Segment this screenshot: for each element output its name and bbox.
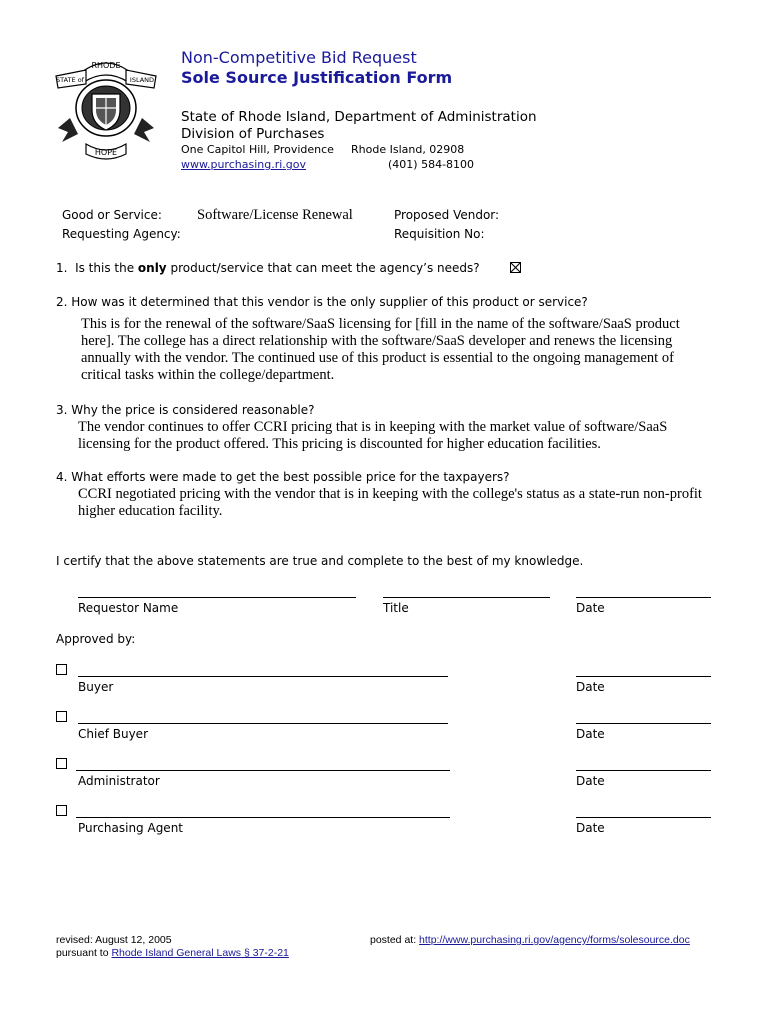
posted-prefix: posted at: — [370, 934, 420, 946]
question-1-bold: only — [137, 261, 167, 275]
address-left: One Capitol Hill, Providence — [181, 143, 334, 156]
approved-by-label: Approved by: — [56, 632, 136, 646]
buyer-date-line[interactable] — [576, 676, 711, 677]
requestor-date-label: Date — [576, 601, 605, 615]
form-url-link[interactable]: http://www.purchasing.ri.gov/agency/forms/solesource.doc — [419, 934, 690, 946]
org-line2: Division of Purchases — [181, 126, 325, 142]
seal-text-top: RHODE — [91, 61, 121, 70]
chief-buyer-checkbox[interactable] — [56, 711, 67, 722]
chief-buyer-date-label: Date — [576, 727, 605, 741]
title-label: Title — [383, 601, 409, 615]
seal-text-left: STATE of — [56, 76, 84, 84]
administrator-signature-line[interactable] — [76, 770, 450, 771]
seal-text-bottom: HOPE — [94, 148, 118, 157]
requestor-date-line[interactable] — [576, 597, 711, 598]
good-service-value[interactable]: Software/License Renewal — [197, 207, 353, 223]
purchasing-agent-date-label: Date — [576, 821, 605, 835]
question-1-suffix: product/service that can meet the agency’s needs? — [166, 261, 480, 275]
requisition-no-label: Requisition No: — [394, 227, 485, 241]
pursuant-prefix: pursuant to — [56, 947, 112, 959]
checkbox-x-icon — [510, 262, 521, 273]
administrator-date-label: Date — [576, 774, 605, 788]
question-1-prefix: 1. Is this the — [56, 261, 138, 275]
answer-2[interactable]: This is for the renewal of the software/SaaS licensing for [fill in the name of the software/SaaS product here]. The college has a direct relationship with the software/SaaS developer and renews the licensing annually with the vendor. The continued use of this product is essential to the ongoing management of critical tasks within the college/department. — [81, 316, 680, 383]
administrator-label: Administrator — [78, 774, 160, 788]
form-title-line1: Non-Competitive Bid Request — [181, 48, 417, 67]
title-line[interactable] — [383, 597, 550, 598]
buyer-label: Buyer — [78, 680, 114, 694]
posted-at-line — [370, 934, 690, 946]
answer-3[interactable]: The vendor continues to offer CCRI pricing that is in keeping with the market value of software/SaaS licensing for the product offered. This pricing is discounted for higher education facilities. — [78, 419, 668, 452]
question-3: 3. Why the price is considered reasonable? — [56, 403, 315, 417]
form-title-line2: Sole Source Justification Form — [181, 68, 453, 87]
buyer-checkbox[interactable] — [56, 664, 67, 675]
purchasing-agent-signature-line[interactable] — [76, 817, 450, 818]
address-right: Rhode Island, 02908 — [351, 143, 465, 156]
chief-buyer-date-line[interactable] — [576, 723, 711, 724]
good-service-label: Good or Service: — [62, 208, 162, 222]
purchasing-agent-label: Purchasing Agent — [78, 821, 183, 835]
org-line1: State of Rhode Island, Department of Administration — [181, 109, 537, 125]
chief-buyer-signature-line[interactable] — [78, 723, 448, 724]
answer-4[interactable]: CCRI negotiated pricing with the vendor that is in keeping with the college's status as a state-run non-profit higher education facility. — [78, 486, 702, 519]
pursuant-line — [56, 947, 289, 959]
state-seal — [52, 46, 160, 162]
website-link[interactable]: www.purchasing.ri.gov — [181, 158, 307, 171]
phone-number: (401) 584-8100 — [388, 158, 475, 171]
purchasing-agent-date-line[interactable] — [576, 817, 711, 818]
revised-date: revised: August 12, 2005 — [56, 934, 172, 946]
requestor-name-label: Requestor Name — [78, 601, 179, 615]
seal-text-right: ISLAND — [129, 76, 155, 84]
certify-statement: I certify that the above statements are true and complete to the best of my knowledge. — [56, 554, 584, 568]
chief-buyer-label: Chief Buyer — [78, 727, 148, 741]
question-1 — [56, 261, 480, 275]
purchasing-agent-checkbox[interactable] — [56, 805, 67, 816]
proposed-vendor-label: Proposed Vendor: — [394, 208, 500, 222]
statute-link[interactable]: Rhode Island General Laws § 37-2-21 — [111, 947, 289, 959]
buyer-date-label: Date — [576, 680, 605, 694]
administrator-date-line[interactable] — [576, 770, 711, 771]
requestor-name-line[interactable] — [78, 597, 356, 598]
seal-graphic — [52, 46, 160, 162]
question-4: 4. What efforts were made to get the best possible price for the taxpayers? — [56, 470, 510, 484]
q1-checkbox[interactable] — [510, 262, 521, 273]
question-2: 2. How was it determined that this vendor is the only supplier of this product or service? — [56, 295, 588, 309]
requesting-agency-label: Requesting Agency: — [62, 227, 181, 241]
buyer-signature-line[interactable] — [78, 676, 448, 677]
administrator-checkbox[interactable] — [56, 758, 67, 769]
